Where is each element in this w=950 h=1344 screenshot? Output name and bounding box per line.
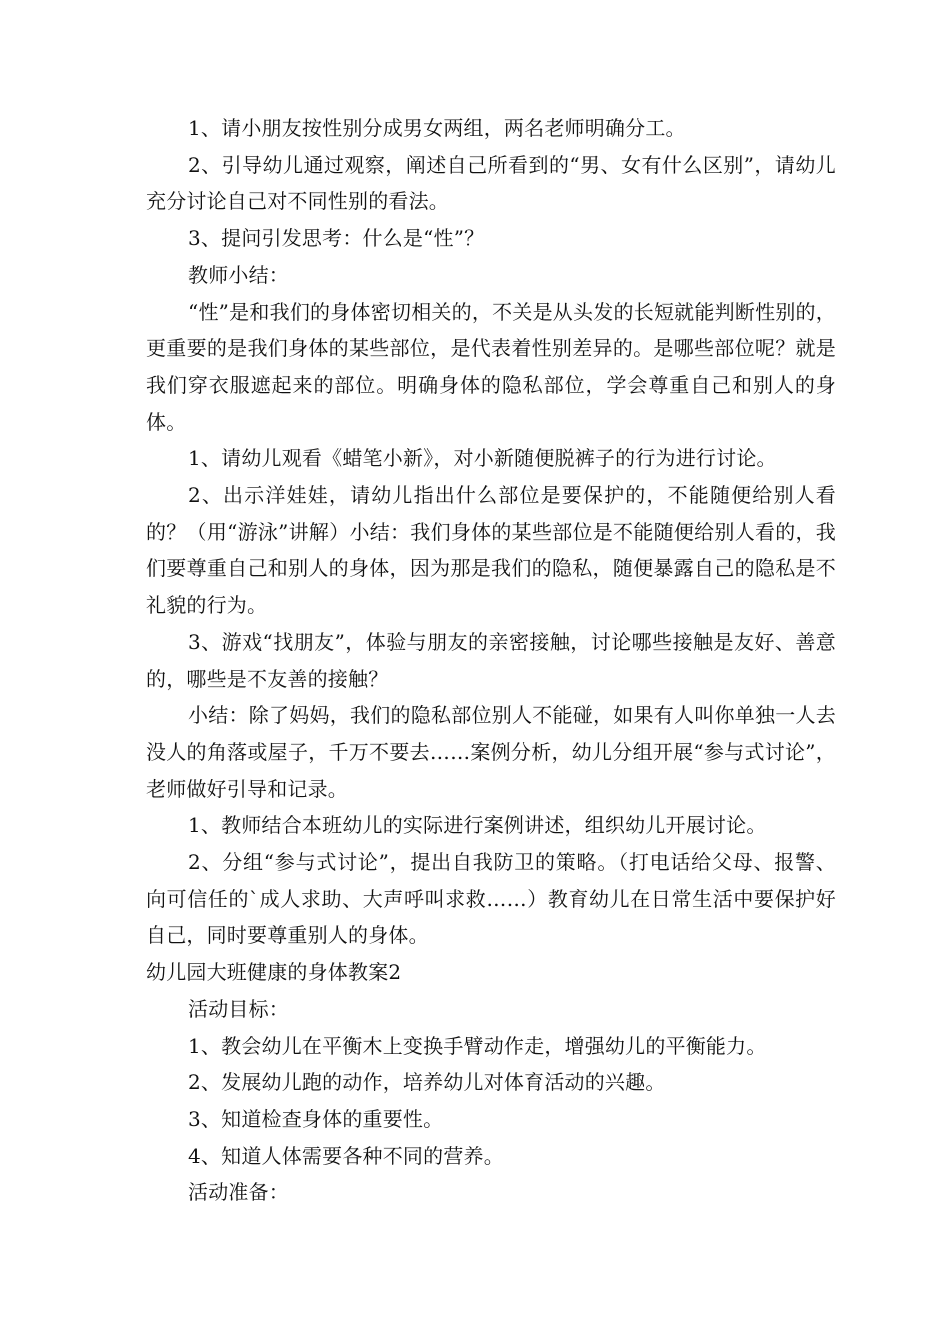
section-heading: 幼儿园大班健康的身体教案2 [146,960,402,985]
paragraph: 活动目标： [188,996,289,1021]
paragraph: 小结：除了妈妈，我们的隐私部位别人不能碰，如果有人叫你单独一人去没人的角落或屋子，千万不要去……案例分析，幼儿分组开展“参与式讨论”，老师做好引导和记录。 [146,703,836,801]
paragraph: 2、出示洋娃娃，请幼儿指出什么部位是要保护的，不能随便给别人看的？（用“游泳”讲解）小结：我们身体的某些部位是不能随便给别人看的，我们要尊重自己和别人的身体，因为那是我们的隐私，随便暴露自己的隐私是不礼貌的行为。 [146,483,836,618]
paragraph: 4、知道人体需要各种不同的营养。 [188,1143,504,1168]
paragraph: 1、教会幼儿在平衡木上变换手臂动作走，增强幼儿的平衡能力。 [188,1033,767,1058]
paragraph: 1、教师结合本班幼儿的实际进行案例讲述，组织幼儿开展讨论。 [188,813,767,838]
paragraph: 3、知道检查身体的重要性。 [188,1106,444,1131]
paragraph: 教师小结： [188,262,289,287]
paragraph: 3、提问引发思考：什么是“性”？ [188,226,485,251]
paragraph: 1、请小朋友按性别分成男女两组，两名老师明确分工。 [188,116,686,140]
paragraph: 2、分组“参与式讨论”，提出自我防卫的策略。（打电话给父母、报警、向可信任的`成人求助、大声呼叫求救……）教育幼儿在日常生活中要保护好自己，同时要尊重别人的身体。 [146,850,836,948]
paragraph: 活动准备： [188,1180,289,1205]
paragraph: 2、引导幼儿通过观察，阐述自己所看到的“男、女有什么区别”，请幼儿充分讨论自己对不同性别的看法。 [146,152,836,214]
document-body [146,110,836,1211]
paragraph: 3、游戏“找朋友”，体验与朋友的亲密接触，讨论哪些接触是友好、善意的，哪些是不友善的接触？ [146,629,836,691]
paragraph: 2、发展幼儿跑的动作，培养幼儿对体育活动的兴趣。 [188,1070,666,1095]
paragraph: 1、请幼儿观看《蜡笔小新》，对小新随便脱裤子的行为进行讨论。 [188,446,777,471]
paragraph: “性”是和我们的身体密切相关的，不关是从头发的长短就能判断性别的，更重要的是我们身体的某些部位，是代表着性别差异的。是哪些部位呢？就是我们穿衣服遮起来的部位。明确身体的隐私部位，学会尊重自己和别人的身体。 [146,299,836,434]
